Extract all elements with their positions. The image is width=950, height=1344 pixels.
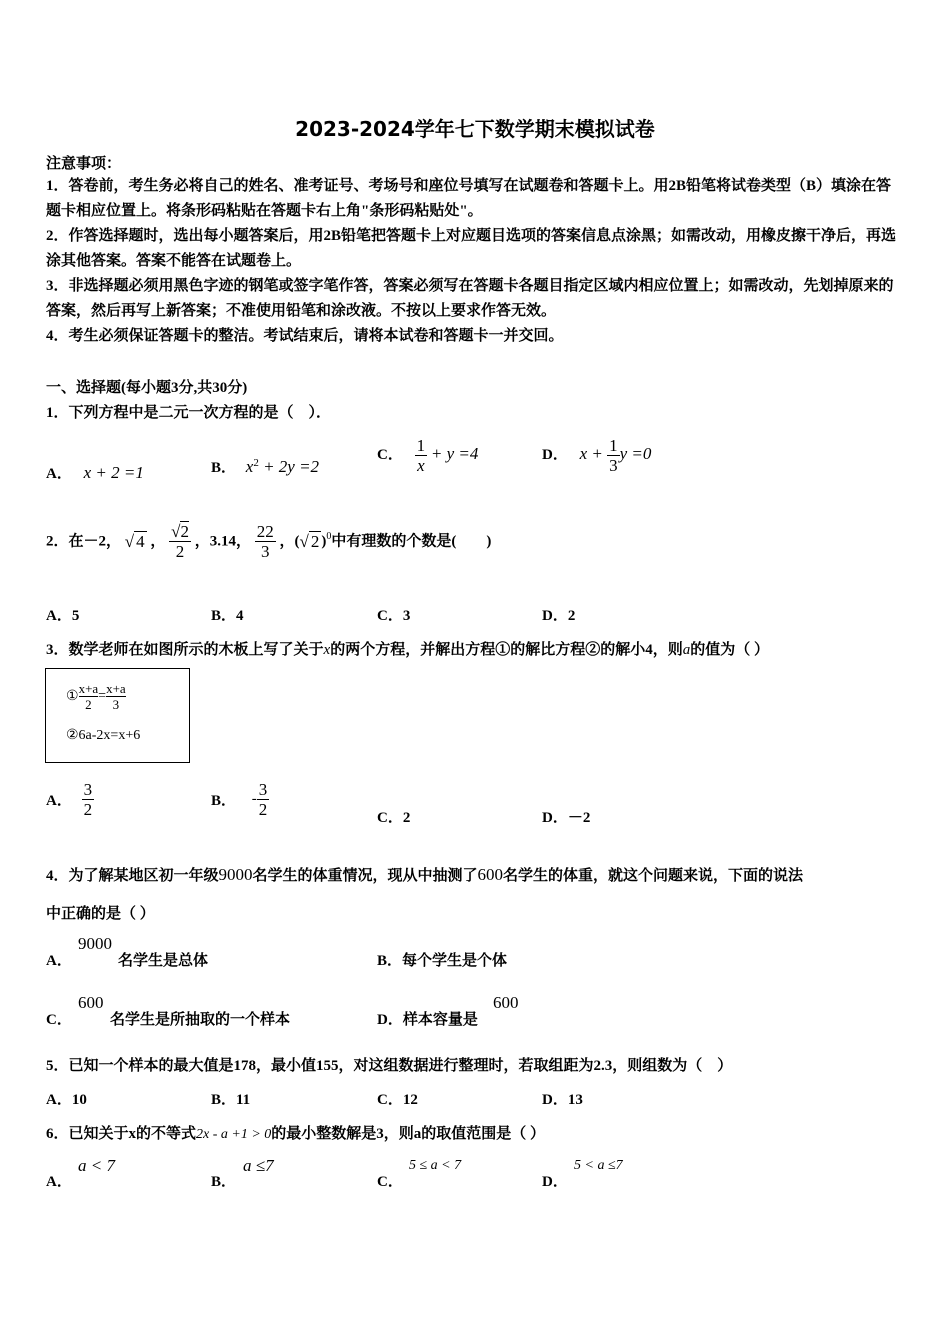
q4-option-d-number: 600 [493,993,519,1012]
numerator: 3 [83,780,93,799]
q1-option-d [542,436,651,475]
q4-option-a-number: 9000 [78,934,112,953]
q4-n2: 600 [477,865,504,884]
section-heading: 一、选择题(每小题3分,共30分) [46,380,248,396]
q3-stem: 3．数学老师在如图所示的木板上写了关于x的两个方程，并解出方程①的解比方程②的解小4，则a的值为（ ） [46,642,769,658]
note-item-1: 1．答卷前，考生务必将自己的姓名、准考证号、考场号和座位号填写在试题卷和答题卡上。用2B铅笔将试卷类型（B）填涂在答题卡相应位置上。将条形码粘贴在答题卡右上角"条形码粘贴处"。 [46,178,892,219]
page-title: 2023-2024学年七下数学期末模拟试卷 [295,117,655,141]
q2-sqrt4: √ 4 [124,531,145,551]
q5-option-b: B．11 [211,1092,251,1108]
var-x: x [323,642,331,658]
q1-option-c [377,436,478,475]
q4-n1: 9000 [218,865,253,884]
q1-b-rest: + 2y =2 [258,457,320,476]
q1-option-a [46,462,144,483]
q4-option-b: B．每个学生是个体 [377,953,508,969]
q6-stem: 6．已知关于x的不等式2x - a +1 > 0的最小整数解是3，则a的取值范围是（ ） [46,1126,546,1142]
q1-option-b [211,456,319,477]
denominator: 2 [175,542,185,561]
q2-option-d: D．2 [542,608,576,624]
var-a: a [682,642,691,658]
q4-option-c-label: C． [46,1012,72,1028]
wooden-board-figure [45,668,190,763]
q2-22-over-3 [255,522,276,561]
q2-option-b: B．4 [211,608,244,624]
q1-b-base: x [245,457,254,476]
q4-option-d-text: D．样本容量是 [377,1012,478,1028]
q4-stem-line1: 4．为了解某地区初一年级9000名学生的体重情况，现从中抽测了600名学生的体重，就这个问题来说，下面的说法 [46,865,804,884]
q2-pre: 2．在－2， [46,533,122,550]
option-label: C． [377,446,403,463]
q6-option-b: a ≤7 [243,1156,274,1175]
board-fraction-1: $\frac{x+a}{2}$ [78,681,99,712]
q2-sqrt2-over-2 [169,522,191,561]
q1-b-exp: 2 [253,457,259,469]
numerator: 3 [258,780,268,799]
q3-option-c: C．2 [377,810,411,826]
q1-stem: 1．下列方程中是二元一次方程的是（ ）． [46,405,332,421]
option-label: A． [46,793,72,809]
q5-option-a: A．10 [46,1092,87,1108]
q4-option-a-label: A． [46,953,72,969]
q3-option-a [46,780,94,819]
q3-b-fraction [257,780,270,819]
q1-c-rest: + y =4 [430,443,479,463]
q3-option-d: D．－2 [542,810,591,826]
option-label: B． [211,460,237,476]
q3-option-b [211,780,269,819]
option-label: A． [46,466,72,482]
denominator: 2 [258,800,268,819]
note-item-3: 3．非选择题必须用黑色字迹的钢笔或签字笔作答，答案必须写在答题卡各题目指定区域内相应位置上；如需改动，先划掉原来的答案，然后再写上新答案；不准使用铅笔和涂改液。不按以上要求作答无效。 [46,278,894,319]
q6-inequality: 2x - a +1 > 0 [196,1127,272,1142]
denominator: 2 [83,800,93,819]
option-label: D． [542,446,568,463]
q2-stem: 2．在－2， √ 4 ， $\frac{√2}{2}$ ，3.14， $\frac{22}{3}$ ，(√ 2 )$^0$中有理数的个数是( ) [46,522,492,561]
notes-heading: 注意事项： [46,156,122,172]
q4-option-c-number: 600 [78,993,104,1012]
board-equation-2: ②6a-2x=x+6 [66,728,141,743]
q6-option-d-label: D． [542,1174,568,1190]
denominator: x [417,456,425,475]
q2-option-a: A．5 [46,608,80,624]
q2-option-c: C．3 [377,608,411,624]
numerator: √2 [171,522,189,541]
q2-post: 中有理数的个数是( ) [331,533,492,550]
q3-a-fraction [82,780,95,819]
q5-stem: 5．已知一个样本的最大值是178，最小值155，对这组数据进行整理时，若取组距为2.3，则组数为（ ） [46,1058,733,1074]
numerator: 1 [416,436,426,455]
q6-option-c-label: C． [377,1174,403,1190]
minus-sign: - [251,791,257,807]
q6-option-d: 5 < a ≤7 [574,1158,623,1173]
q6-option-b-label: B． [211,1174,237,1190]
q6-option-c: 5 ≤ a < 7 [409,1158,462,1173]
q6-option-a: a < 7 [78,1156,115,1175]
board-equation-1: ① $\frac{x+a}{2}=$ $\frac{x+a}{3}$ [66,681,126,712]
q2-exp0: 0 [326,530,332,542]
q2-sqrt2b: √ 2 [299,531,320,551]
denominator: 3 [609,456,618,475]
q1-a-expr: x + 2 =1 [83,463,144,482]
q5-option-d: D．13 [542,1092,583,1108]
q4-option-a-text: 名学生是总体 [118,953,209,969]
q2-paren-open: ，( [279,533,300,550]
q6-option-a-label: A． [46,1174,72,1190]
q4-option-c-text: 名学生是所抽取的一个样本 [110,1012,291,1028]
numerator: 1 [609,436,618,455]
numerator: 22 [256,522,274,541]
q5-option-c: C．12 [377,1092,418,1108]
option-label: B． [211,793,237,809]
board-fraction-2: $\frac{x+a}{3}$ [106,681,126,712]
q1-c-fraction [415,436,428,475]
q4-stem-line2: 中正确的是（ ） [46,906,155,922]
q1-d-rest: y =0 [619,443,652,463]
q2-314: ，3.14， [194,533,251,550]
q1-d-pre: x + [579,443,608,463]
note-item-2: 2．作答选择题时，选出每小题答案后，用2B铅笔把答题卡上对应题目选项的答案信息点涂黑；如需改动，用橡皮擦干净后，再选涂其他答案。答案不能答在试题卷上。 [46,228,897,269]
note-item-4: 4．考生必须保证答题卡的整洁。考试结束后，请将本试卷和答题卡一并交回。 [46,328,564,344]
q1-d-fraction [607,436,620,475]
q2-paren-close: ) [321,533,327,550]
denominator: 3 [260,542,270,561]
